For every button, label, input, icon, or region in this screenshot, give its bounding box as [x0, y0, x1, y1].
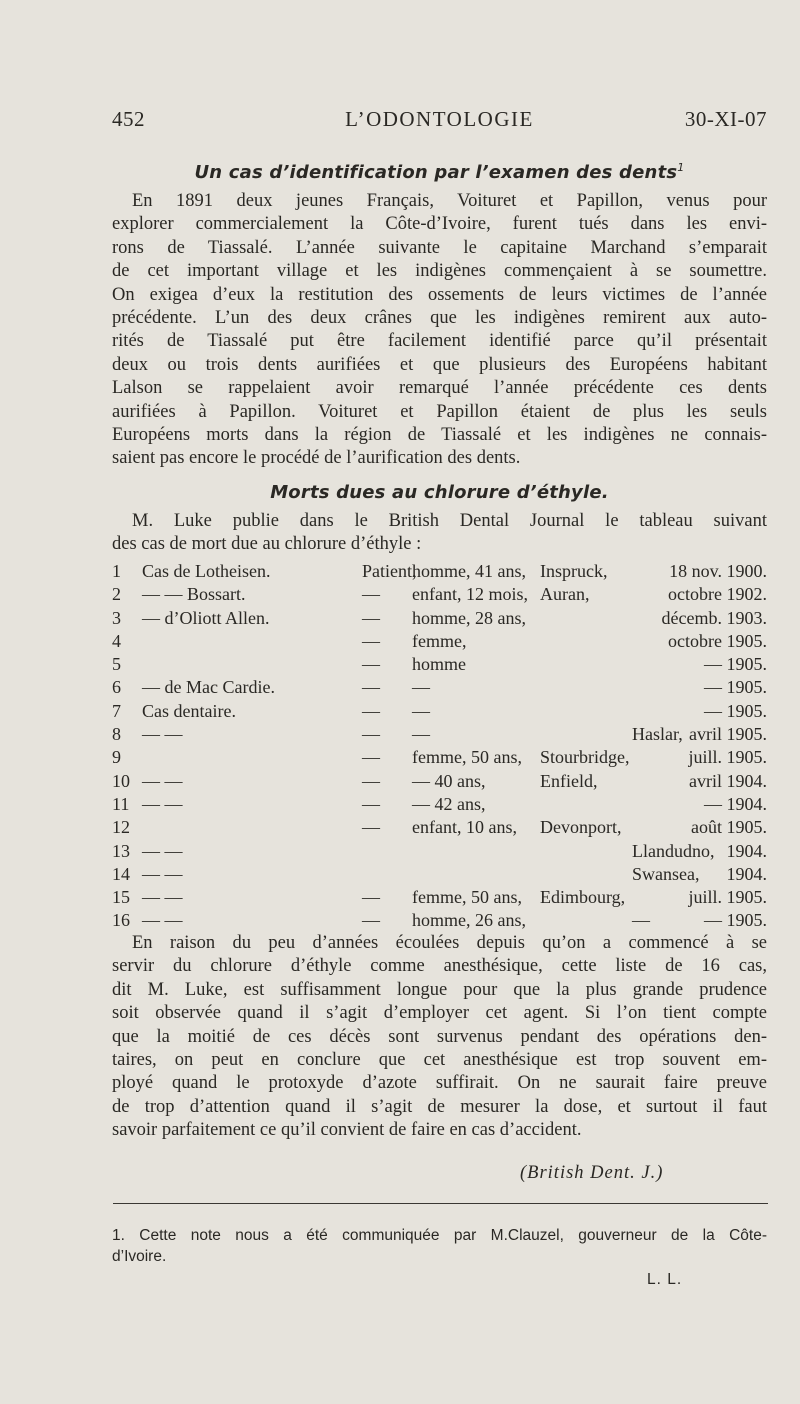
cell-case-source: — d’Oliott Allen.	[142, 607, 270, 628]
text-line: En raison du peu d’années écoulées depuis qu’on a commencé à se	[132, 933, 767, 953]
cell-case-number: 1	[112, 561, 121, 581]
cell-case-number: 15	[112, 887, 130, 908]
cell-patient-details: femme,	[412, 630, 467, 651]
cell-case-source: — —	[142, 887, 183, 908]
table-row	[112, 887, 767, 910]
cell-case-source: — — Bossart.	[142, 584, 246, 605]
cell-case-source: Cas dentaire.	[142, 700, 236, 721]
text-line: Européens morts dans la région de Tiassalé et les indigènes ne connais-	[112, 425, 767, 446]
cell-date: 1904.	[726, 863, 767, 884]
cell-patient-details: —	[412, 700, 430, 721]
cell-patient-details: —	[412, 677, 430, 698]
table-row	[112, 608, 767, 631]
table-row	[112, 771, 767, 794]
cell-case-number: 8	[112, 724, 121, 745]
table-row	[112, 654, 767, 677]
text-line: rons de Tiassalé. L’année suivante le capitaine Marchand s’emparait	[112, 237, 767, 258]
cell-date: octobre 1905.	[668, 630, 767, 651]
cell-date: — 1905.	[704, 910, 767, 931]
footnote-divider	[113, 1203, 768, 1204]
table-row	[112, 561, 767, 584]
cell-patient: —	[362, 724, 380, 745]
cell-case-source: Cas de Lotheisen.	[142, 561, 271, 581]
cell-location-alt: —	[632, 910, 650, 931]
cell-location: Edimbourg,	[540, 887, 626, 908]
footnote-line: d’Ivoire.	[112, 1248, 167, 1265]
cell-patient-details: — 40 ans,	[412, 770, 486, 791]
cell-patient-details: enfant, 12 mois,	[412, 584, 528, 605]
cell-location: Stourbridge,	[540, 747, 630, 768]
table-row	[112, 677, 767, 700]
text-line: saient pas encore le procédé de l’aurification des dents.	[112, 448, 521, 469]
footnote-marker: 1	[677, 161, 685, 174]
cell-patient: —	[362, 770, 380, 791]
conclusion-paragraph	[112, 932, 767, 1143]
text-line: des cas de mort due au chlorure d’éthyle :	[112, 534, 422, 555]
table-row	[112, 701, 767, 724]
cell-case-source: — —	[142, 793, 183, 814]
cell-patient: —	[362, 700, 380, 721]
text-line: On exigea d’eux la restitution des ossements de leurs victimes de l’année	[112, 284, 767, 305]
cell-date: 18 nov. 1900.	[669, 561, 767, 581]
cell-patient: —	[362, 817, 380, 838]
cell-patient-details: enfant, 10 ans,	[412, 817, 517, 838]
cell-date: août 1905.	[691, 817, 767, 838]
cell-patient: —	[362, 630, 380, 651]
cell-case-number: 13	[112, 840, 130, 861]
cell-date: juill. 1905.	[688, 747, 767, 768]
text-line: M. Luke publie dans le British Dental Journal le tableau suivant	[132, 511, 767, 531]
text-line: savoir parfaitement ce qu’il convient de faire en cas d’accident.	[112, 1120, 582, 1141]
cell-case-number: 3	[112, 607, 121, 628]
text-line: de trop d’attention quand il s’agit de mesurer la dose, et surtout il faut	[112, 1096, 767, 1117]
cell-location-alt: Haslar,	[632, 724, 683, 745]
cell-date: juill. 1905.	[688, 887, 767, 908]
cell-date: octobre 1902.	[668, 584, 767, 605]
cell-case-source: — —	[142, 840, 183, 861]
source-credit: (British Dent. J.)	[520, 1163, 664, 1183]
cell-patient-details: homme	[412, 654, 466, 675]
cell-case-number: 11	[112, 793, 130, 814]
cell-patient: Patient,	[362, 561, 417, 581]
text-line: En 1891 deux jeunes Français, Voituret et Papillon, venus pour	[132, 191, 767, 211]
cell-patient-details: homme, 41 ans,	[412, 561, 526, 581]
cell-patient: —	[362, 793, 380, 814]
issue-date: 30-XI-07	[684, 107, 767, 131]
cell-case-number: 4	[112, 630, 121, 651]
cell-date: — 1905.	[704, 677, 767, 698]
cell-patient-details: homme, 28 ans,	[412, 607, 526, 628]
cell-patient: —	[362, 887, 380, 908]
cell-case-number: 16	[112, 910, 130, 931]
text-line: que la moitié de ces décès sont survenus pendant des opérations den-	[112, 1026, 767, 1047]
journal-title: L’ODONTOLOGIE	[345, 107, 534, 131]
cell-case-number: 9	[112, 747, 121, 768]
cell-location: Enfield,	[540, 770, 598, 791]
table-row	[112, 910, 767, 933]
intro-paragraph	[112, 510, 767, 557]
cell-location-alt: Llandudno,	[632, 840, 715, 861]
table-row	[112, 631, 767, 654]
cell-patient: —	[362, 584, 380, 605]
cell-patient: —	[362, 910, 380, 931]
text-line: de cet important village et les indigènes commençaient à se soumettre.	[112, 261, 767, 282]
cell-patient-details: —	[412, 724, 430, 745]
text-line: rités de Tiassalé put être facilement identifié parce qu’il présentait	[112, 331, 767, 352]
running-header	[112, 107, 767, 137]
table-row	[112, 724, 767, 747]
cell-case-number: 10	[112, 770, 130, 791]
cell-patient: —	[362, 654, 380, 675]
cell-date: — 1905.	[704, 700, 767, 721]
cell-patient: —	[362, 747, 380, 768]
cell-date: avril 1905.	[689, 724, 767, 745]
page-number: 452	[112, 107, 145, 131]
text-line: soit observée quand il s’agit d’employer cet agent. Si l’on tient compte	[112, 1003, 767, 1024]
cell-date: avril 1904.	[689, 770, 767, 791]
cell-case-number: 5	[112, 654, 121, 675]
footnote	[112, 1225, 767, 1267]
section-title-identification: Un cas d’identification par l’examen des dents$^1$	[194, 161, 685, 183]
table-row	[112, 584, 767, 607]
death-cases-table	[112, 561, 767, 934]
cell-patient: —	[362, 677, 380, 698]
identification-paragraph	[112, 190, 767, 471]
cell-case-source: — —	[142, 910, 183, 931]
text-line: aurifiées à Papillon. Voituret et Papillon étaient de plus les seuls	[112, 401, 767, 422]
text-line: explorer commercialement la Côte-d’Ivoire, furent tués dans les envi-	[112, 214, 767, 235]
text-line: ployé quand le protoxyde d’azote suffirait. On ne saurait faire preuve	[112, 1073, 767, 1094]
text-line: dit M. Luke, est suffisamment longue pour que la plus grande prudence	[112, 979, 767, 1000]
cell-case-number: 12	[112, 817, 130, 838]
cell-date: décemb. 1903.	[661, 607, 767, 628]
cell-case-number: 6	[112, 677, 121, 698]
cell-date: — 1905.	[704, 654, 767, 675]
footnote-line: 1. Cette note nous a été communiquée par M.Clauzel, gouverneur de la Côte-	[112, 1227, 767, 1244]
cell-location: Devonport,	[540, 817, 622, 838]
table-row	[112, 747, 767, 770]
cell-patient-details: femme, 50 ans,	[412, 887, 522, 908]
signature-initials: L. L.	[647, 1271, 683, 1288]
table-row	[112, 864, 767, 887]
cell-location-alt: Swansea,	[632, 863, 700, 884]
table-row	[112, 794, 767, 817]
cell-patient: —	[362, 607, 380, 628]
text-line: taires, on peut en conclure que cet anesthésique est trop souvent em-	[112, 1050, 767, 1071]
cell-location: Inspruck,	[540, 561, 608, 581]
text-line: Lalson se rappelaient avoir remarqué l’année précédente ces dents	[112, 378, 767, 399]
cell-location: Auran,	[540, 584, 590, 605]
text-line: deux ou trois dents aurifiées et que plusieurs des Européens habitant	[112, 354, 767, 375]
cell-date: — 1904.	[704, 793, 767, 814]
table-row	[112, 841, 767, 864]
table-row	[112, 817, 767, 840]
cell-patient-details: — 42 ans,	[412, 793, 486, 814]
cell-patient-details: femme, 50 ans,	[412, 747, 522, 768]
cell-case-source: — —	[142, 863, 183, 884]
cell-case-source: — —	[142, 770, 183, 791]
cell-patient-details: homme, 26 ans,	[412, 910, 526, 931]
section-title-ethyl-chloride: Morts dues au chlorure d’éthyle.	[270, 482, 609, 503]
text-line: servir du chlorure d’éthyle comme anesthésique, cette liste de 16 cas,	[112, 956, 767, 977]
cell-case-number: 2	[112, 584, 121, 605]
cell-case-source: — —	[142, 724, 183, 745]
cell-case-number: 7	[112, 700, 121, 721]
text-line: précédente. L’un des deux crânes que les indigènes remirent aux auto-	[112, 308, 767, 329]
cell-case-source: — de Mac Cardie.	[142, 677, 275, 698]
cell-date: 1904.	[726, 840, 767, 861]
cell-case-number: 14	[112, 863, 130, 884]
